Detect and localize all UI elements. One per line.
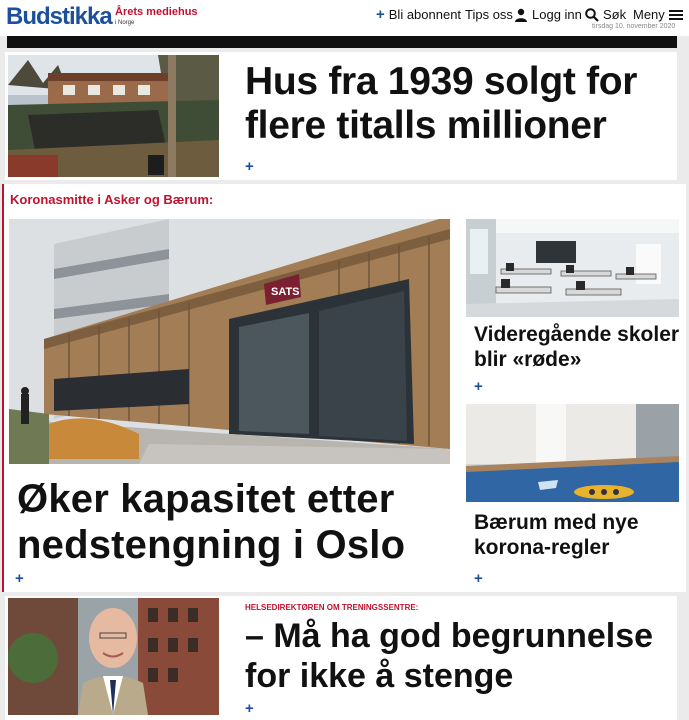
plus-icon: + — [474, 570, 483, 587]
user-icon — [514, 8, 528, 22]
plus-icon: + — [376, 5, 385, 23]
login-link[interactable] — [514, 7, 582, 22]
subscribe-label: Bli abonnent — [388, 7, 462, 22]
tips-label: Tips oss — [465, 7, 513, 22]
tips-link[interactable] — [465, 7, 513, 22]
site-logo[interactable]: Budstikka — [6, 3, 112, 30]
section-label[interactable]: Koronasmitte i Asker og Bærum: — [10, 192, 214, 207]
article-headline-regulations[interactable]: Bærum med nye korona-regler — [474, 511, 639, 559]
plus-icon: + — [474, 378, 483, 395]
article-headline-schools[interactable]: Videregående skoler blir «røde» — [474, 323, 680, 371]
previous-article-image-edge[interactable] — [7, 36, 677, 48]
award-badge: Årets mediehus — [115, 6, 198, 18]
site-header — [0, 0, 689, 36]
search-button[interactable] — [585, 7, 626, 22]
article-headline-house[interactable]: Hus fra 1939 solgt for flere titalls millioner — [245, 60, 638, 147]
award-badge-sub: i Norge — [115, 20, 135, 26]
plus-icon: + — [245, 158, 254, 175]
article-image-classroom[interactable] — [466, 219, 679, 317]
article-kicker: HELSEDIREKTØREN OM TRENINGSSENTRE: — [245, 603, 419, 612]
article-headline-sats[interactable]: Øker kapasitet etter nedstengning i Oslo — [17, 477, 406, 567]
article-card-house[interactable] — [5, 52, 677, 180]
article-image-floor[interactable] — [466, 404, 679, 502]
article-image-house[interactable] — [8, 55, 219, 177]
plus-icon: + — [245, 700, 254, 717]
search-icon — [585, 8, 599, 22]
article-image-health-director[interactable] — [8, 598, 219, 715]
sats-sign: SATS — [271, 286, 300, 298]
current-date: tirsdag 10. november 2020 — [592, 23, 676, 30]
plus-icon: + — [15, 570, 24, 587]
article-headline-health-director[interactable]: – Må ha god begrunnelse for ikke å stenge — [245, 617, 654, 695]
hamburger-icon — [669, 9, 683, 21]
subscribe-link[interactable] — [376, 7, 461, 22]
article-card-health-director[interactable] — [5, 596, 677, 720]
corona-section — [2, 184, 686, 592]
search-label: Søk — [603, 7, 627, 22]
menu-label: Meny — [633, 7, 665, 22]
login-label: Logg inn — [532, 7, 582, 22]
article-image-sats[interactable] — [9, 219, 450, 464]
menu-button[interactable] — [633, 7, 683, 22]
